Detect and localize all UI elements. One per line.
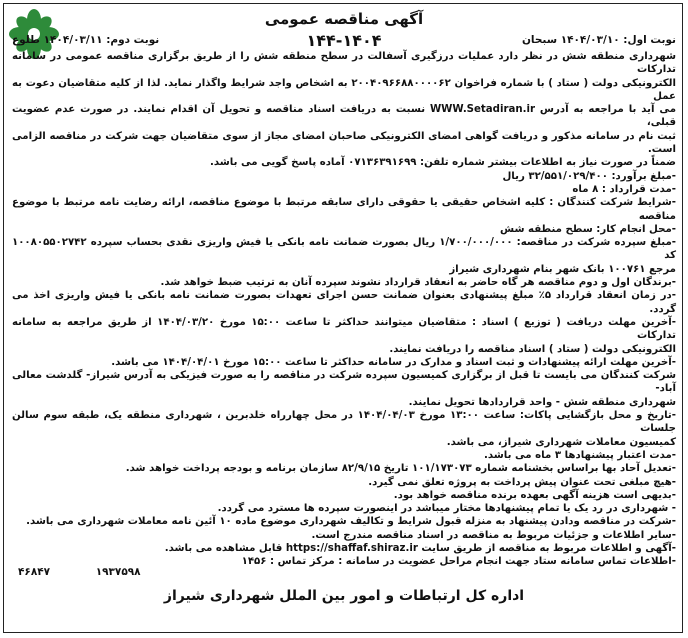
body-line: -اطلاعات تماس سامانه ستاد جهت انجام مراحل عضویت در سامانه : مرکز تماس : ۱۴۵۶: [241, 556, 676, 568]
body-line: -مدت قرارداد : ۸ ماه: [572, 183, 676, 195]
body-line: -آگهی و اطلاعات مربوط به مناقصه از طریق سایت https://shaffaf.shiraz.ir قابل مشاهده می باشد.: [164, 542, 676, 554]
body-line: می آید با مراجعه به آدرس WWW.Setadiran.ir نسبت به دریافت اسناد مناقصه و تحویل آن اقدام نمایند. در صورت عدم عضویت قبلی،: [12, 104, 676, 129]
body-line: -سایر اطلاعات و جزئیات مربوط به مناقصه در اسناد مناقصه مندرج است.: [311, 529, 676, 541]
body-line: -مبلغ سپرده شرکت در مناقصه: ۱/۷۰۰/۰۰۰/۰۰۰ ریال بصورت ضمانت نامه بانکی یا فیش واریزی نقدی بحساب سپرده ۱۰۰۸۰۵۵۰۲۷۴۲ کد: [12, 237, 676, 262]
body-line: ضمناً در صورت نیاز به اطلاعات بیشتر شماره تلفن: ۰۷۱۳۶۳۹۱۶۹۹ آماده پاسخ گویی می باشد.: [210, 157, 676, 169]
body-line: شهرداری منطقه شش - واحد قراردادها تحویل نمایند.: [408, 396, 676, 408]
body-line: - شهرداری در رد یک یا تمام پیشنهادها مختار میباشد در اینصورت سپرده ها مسترد می گردد.: [217, 503, 676, 515]
notice-title: آگهی مناقصه عمومی: [264, 10, 424, 28]
body-line: -تعدیل آحاد بها براساس بخشنامه شماره ۱۰۱/۱۷۳۰۷۳ تاریخ ۸۲/۹/۱۵ سازمان برنامه و بودجه پرداخت خواهد شد.: [125, 463, 676, 475]
second-notice-date: نوبت دوم: ۱۴۰۴/۰۳/۱۱ طلوع: [12, 34, 160, 46]
body-line: ثبت نام در سامانه مذکور و دریافت گواهی امضای الکترونیکی صاحبان امضای مجاز از سوی متقاضیان جهت شرکت در مناقصه الزامی است.: [12, 130, 676, 156]
body-line: -تاریخ و محل بازگشایی پاکات: ساعت ۱۳:۰۰ مورخ ۱۴۰۴/۰۴/۰۳ در محل چهارراه خلدبرین ، شهرداری منطقه یک، طبقه سوم سالن جلسات: [12, 410, 676, 435]
body-line: -محل انجام کار: سطح منطقه شش: [500, 223, 676, 235]
code-right: ۱۹۳۷۵۹۸: [95, 566, 141, 578]
body-line: -مدت اعتبار پیشنهادها ۳ ماه می باشد.: [484, 449, 676, 461]
body-line: -هیچ مبلغی تحت عنوان پیش پرداخت به پروژه تعلق نمی گیرد.: [368, 476, 676, 488]
body-line: -در زمان انعقاد قرارداد ۵٪ مبلغ پیشنهادی بعنوان ضمانت حسن اجرای تعهدات بصورت ضمانت نامه بانکی یا فیش واریزی اخذ می گردد.: [12, 290, 677, 315]
tender-number: ۱۴۴-۱۴۰۴: [306, 31, 382, 50]
body-line: -بدیهی است هزینه آگهی بعهده برنده مناقصه خواهد بود.: [393, 489, 676, 501]
body-line: -برندگان اول و دوم مناقصه هر گاه حاضر به انعقاد قرارداد نشوند سپرده آنان به ترتیب ضبط خواهد شد.: [160, 277, 676, 289]
body-line: کمیسیون معاملات شهرداری شیراز، می باشد.: [446, 436, 676, 448]
body-line: شهرداری منطقه شش در نظر دارد عملیات درزگیری آسفالت در سطح منطقه شش را از طریق برگزاری مناقصه عمومی در سامانه تدارکات: [12, 51, 676, 76]
first-notice-date: نوبت اول: ۱۴۰۴/۰۳/۱۰ سبحان: [521, 34, 676, 46]
notice-body: [12, 50, 676, 569]
body-line: شرکت کنندگان می بایست تا قبل از برگزاری کمیسیون سپرده شرکت در مناقصه را به صورت فیزیکی به آدرس شیراز- گلدشت معالی آباد-: [12, 370, 676, 395]
code-left: ۴۶۸۴۷: [18, 566, 51, 578]
body-line: مرجع ۱۰۰۷۶۱ بانک شهر بنام شهرداری شیراز: [449, 263, 676, 275]
body-line: الکترونیکی دولت ( ستاد ) با شماره فراخوان ۲۰۰۴۰۹۶۶۸۸۰۰۰۰۶۲ به اشخاص واجد شرایط واگذار نماید. لذا از کلیه متقاضیان دعوت به عمل: [12, 77, 676, 102]
body-line: -مبلغ برآورد: ۳۲/۵۵۱/۰۲۹/۴۰۰ ریال: [502, 170, 676, 182]
body-line: -آخرین مهلت ارائه پیشنهادات و ثبت اسناد و مدارک در سامانه حداکثر تا ساعت ۱۵:۰۰ مورخ ۱۴۰۴/۰۴/۰۱ می باشد.: [111, 356, 676, 368]
body-line: -آخرین مهلت دریافت ( توزیع ) اسناد : متقاضیان میتوانند حداکثر تا ساعت ۱۵:۰۰ مورخ ۱۴۰۴/۰۳/۲۰ از طریق مراجعه به سامانه تدارکات: [12, 316, 676, 342]
body-line: -شرکت در مناقصه ودادن پیشنهاد به منزله قبول شرایط و تکالیف شهرداری موضوع ماده ۱۰ آئین نامه معاملات شهرداری می باشد.: [26, 516, 676, 528]
issuer-footer: اداره کل ارتباطات و امور بین الملل شهرداری شیراز: [163, 588, 525, 604]
body-line: -شرایط شرکت کنندگان : کلیه اشخاص حقیقی یا حقوقی دارای سابقه مرتبط با موضوع مناقصه، ارائه رضایت نامه مرتبط با موضوع مناقصه: [12, 197, 676, 222]
reference-codes: [18, 566, 183, 578]
body-line: الکترونیکی دولت ( ستاد ) اسناد مناقصه را دریافت نمایند.: [389, 343, 676, 355]
